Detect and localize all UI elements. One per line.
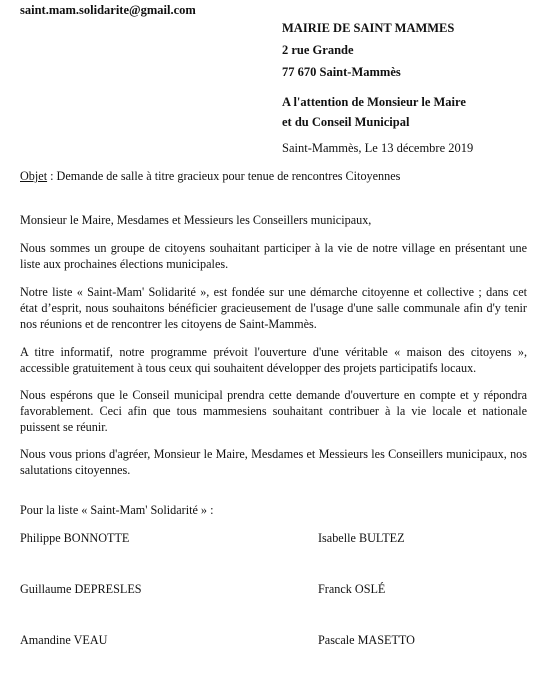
paragraph-3: A titre informatif, notre programme prévoit l'ouverture d'une véritable « maison des citoyens », accessible gratuitement à tous ceux qui souhaitent développer des projets participatifs locaux.: [20, 345, 527, 375]
signature-intro: Pour la liste « Saint-Mam' Solidarité » :: [20, 503, 214, 517]
signatory-left-1: Philippe BONNOTTE: [20, 531, 130, 545]
recipient-city: 77 670 Saint-Mammès: [282, 65, 401, 79]
signatory-left-3: Amandine VEAU: [20, 633, 108, 647]
object-text: : Demande de salle à titre gracieux pour tenue de rencontres Citoyennes: [47, 169, 401, 183]
sender-email: saint.mam.solidarite@gmail.com: [20, 3, 196, 17]
letter-object: [20, 168, 400, 184]
recipient-attention-2: et du Conseil Municipal: [282, 115, 410, 129]
signatory-right-1: Isabelle BULTEZ: [318, 531, 405, 545]
paragraph-5: Nous vous prions d'agréer, Monsieur le Maire, Mesdames et Messieurs les Conseillers municipaux, nos salutations citoyennes.: [20, 447, 527, 477]
paragraph-4: Nous espérons que le Conseil municipal prendra cette demande d'ouverture en compte et y répondra favorablement. Ceci afin que tous mammesiens souhaitant contribuer à la vie locale et nationale puissent se réunir.: [20, 388, 527, 434]
recipient-street: 2 rue Grande: [282, 43, 354, 57]
object-label: Objet: [20, 169, 48, 183]
signatory-right-2: Franck OSLÉ: [318, 582, 386, 596]
signatory-left-2: Guillaume DEPRESLES: [20, 582, 142, 596]
paragraph-1: Nous sommes un groupe de citoyens souhaitant participer à la vie de notre village en présentant une liste aux prochaines élections municipales.: [20, 241, 527, 271]
paragraph-2: Notre liste « Saint-Mam' Solidarité », est fondée sur une démarche citoyenne et collective ; dans cet état d’esprit, nous souhaitons bénéficier gracieusement de l'usage d'une salle communale afin d'y tenir nos réunions et de rencontrer les citoyens de Saint-Mammès.: [20, 285, 527, 331]
signatory-right-3: Pascale MASETTO: [318, 633, 415, 647]
salutation: Monsieur le Maire, Mesdames et Messieurs les Conseillers municipaux,: [20, 213, 372, 227]
letter-date: Saint-Mammès, Le 13 décembre 2019: [282, 141, 474, 155]
recipient-attention-1: A l'attention de Monsieur le Maire: [282, 95, 466, 109]
recipient-name: MAIRIE DE SAINT MAMMES: [282, 21, 455, 35]
